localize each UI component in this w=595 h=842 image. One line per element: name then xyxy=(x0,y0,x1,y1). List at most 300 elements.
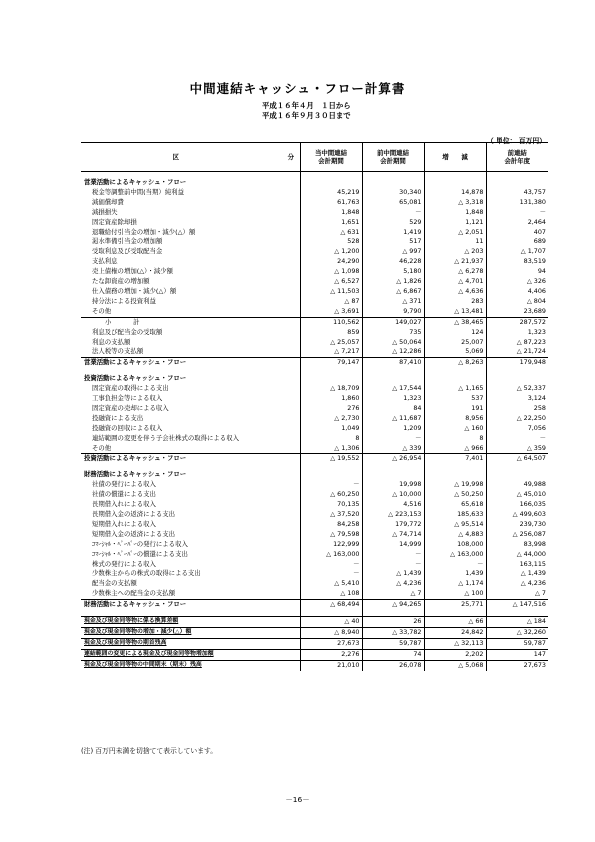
value-prior-year: △ 499,603 xyxy=(486,510,548,520)
table-row xyxy=(81,444,548,454)
row-label: 工事負担金等による収入 xyxy=(92,394,163,403)
row-label: 長期借入金の返済による支出 xyxy=(92,510,176,518)
value-current-interim: － xyxy=(300,480,362,490)
value-change: 25,771 xyxy=(424,600,486,610)
value-change: 8,956 xyxy=(424,414,486,424)
table-row xyxy=(81,297,548,307)
value-prior-year: △ 256,087 xyxy=(486,530,548,540)
value-prior-interim: △ 50,064 xyxy=(362,338,424,348)
value-change: △ 38,465 xyxy=(424,317,486,327)
table-row xyxy=(81,218,548,228)
header-current-interim xyxy=(300,143,362,172)
row-label: 渇水準備引当金の増加額 xyxy=(92,237,163,246)
section-header-row xyxy=(81,374,548,384)
value-change: △ 66 xyxy=(424,617,486,628)
row-label: その他 xyxy=(92,306,112,315)
value-change: 283 xyxy=(424,297,486,307)
row-label: 投資活動によるキャッシュ・フロー xyxy=(84,374,187,383)
value-prior-interim: 87,410 xyxy=(362,358,424,368)
value-change: △ 203 xyxy=(424,247,486,257)
section-header-row xyxy=(81,470,548,480)
value-current-interim: 84,258 xyxy=(300,520,362,530)
value-prior-interim: 5,180 xyxy=(362,267,424,277)
table-row xyxy=(81,627,548,638)
row-label: 減価償却費 xyxy=(92,197,124,206)
value-prior-interim: 46,228 xyxy=(362,257,424,267)
row-label: 財務活動によるキャッシュ・フロー xyxy=(84,470,187,479)
row-label: 固定資産の売却による収入 xyxy=(92,403,169,412)
table-row xyxy=(81,394,548,404)
value-prior-interim: 149,027 xyxy=(362,317,424,327)
value-prior-interim: 30,340 xyxy=(362,188,424,198)
value-prior-interim: － xyxy=(362,550,424,560)
value-current-interim: △ 108 xyxy=(300,589,362,599)
value-prior-year: 166,035 xyxy=(486,500,548,510)
header-kubun-bun xyxy=(81,143,300,172)
value-prior-interim: △ 12,286 xyxy=(362,347,424,357)
value-current-interim: △ 1,200 xyxy=(300,247,362,257)
value-change: △ 1,174 xyxy=(424,579,486,589)
value-prior-year: － xyxy=(486,434,548,444)
table-row xyxy=(81,550,548,560)
row-label: 少数株主への配当金の支払額 xyxy=(92,589,176,598)
value-current-interim xyxy=(300,178,362,188)
value-change: 1,848 xyxy=(424,208,486,218)
value-change xyxy=(424,374,486,384)
header-prior-interim-line1: 前中間連結 xyxy=(377,148,409,157)
value-prior-interim: △ 94,265 xyxy=(362,600,424,610)
value-prior-year: 3,124 xyxy=(486,394,548,404)
table-row xyxy=(81,328,548,338)
table-row xyxy=(81,500,548,510)
row-label: 株式の発行による収入 xyxy=(92,559,156,568)
value-prior-year: 131,380 xyxy=(486,198,548,208)
value-current-interim: △ 3,691 xyxy=(300,307,362,317)
value-prior-year: 23,689 xyxy=(486,307,548,317)
value-current-interim: 2,276 xyxy=(300,649,362,660)
value-change: △ 8,263 xyxy=(424,358,486,368)
value-change: △ 32,113 xyxy=(424,638,486,649)
value-prior-interim: 26,078 xyxy=(362,660,424,670)
row-label: 仕入債務の増加・減少(△）額 xyxy=(92,286,177,295)
value-prior-interim xyxy=(362,470,424,480)
value-prior-year: △ 45,010 xyxy=(486,490,548,500)
header-prior-interim xyxy=(362,143,424,172)
value-prior-year: 287,572 xyxy=(486,317,548,327)
value-current-interim: △ 2,730 xyxy=(300,414,362,424)
value-current-interim: △ 37,520 xyxy=(300,510,362,520)
value-prior-year: △ 1,707 xyxy=(486,247,548,257)
value-prior-year: 83,519 xyxy=(486,257,548,267)
row-label: たな卸資産の増加額 xyxy=(92,277,150,286)
value-change: 8 xyxy=(424,434,486,444)
value-current-interim: △ 6,527 xyxy=(300,277,362,287)
section-header-row xyxy=(81,178,548,188)
value-change: △ 13,481 xyxy=(424,307,486,317)
value-change: － xyxy=(424,560,486,570)
value-current-interim xyxy=(300,374,362,384)
value-change: △ 160 xyxy=(424,424,486,434)
table-row xyxy=(81,600,548,610)
value-prior-year: 59,787 xyxy=(486,638,548,649)
value-change: 14,878 xyxy=(424,188,486,198)
value-current-interim: △ 11,503 xyxy=(300,287,362,297)
value-current-interim: 1,848 xyxy=(300,208,362,218)
unit-label: （ 単位： 百万円） xyxy=(486,137,546,145)
table-row xyxy=(81,454,548,464)
row-label: 退職給付引当金の増加・減少(△）額 xyxy=(92,227,196,236)
value-prior-interim: △ 17,544 xyxy=(362,384,424,394)
value-prior-year: △ 87,223 xyxy=(486,338,548,348)
value-prior-interim: 19,998 xyxy=(362,480,424,490)
value-prior-interim: － xyxy=(362,208,424,218)
value-current-interim: 110,562 xyxy=(300,317,362,327)
value-current-interim: △ 68,494 xyxy=(300,600,362,610)
page-number: －16－ xyxy=(285,795,310,804)
value-prior-interim: 1,323 xyxy=(362,394,424,404)
document-title: 中間連結キャッシュ・フロー計算書 xyxy=(189,81,406,96)
value-prior-interim: － xyxy=(362,434,424,444)
value-change: 108,000 xyxy=(424,540,486,550)
row-label: 売上債権の増加(△）・減少額 xyxy=(92,267,173,276)
footnote: (注) 百万円未満を切捨てて表示しています。 xyxy=(81,747,218,755)
row-label: 受取利息及び受取配当金 xyxy=(92,247,163,256)
value-change: 124 xyxy=(424,328,486,338)
table-row xyxy=(81,660,548,670)
row-label: その他 xyxy=(92,443,112,452)
row-label: 投資活動によるキャッシュ・フロー xyxy=(81,454,300,464)
value-current-interim: △ 60,250 xyxy=(300,490,362,500)
value-change: △ 50,250 xyxy=(424,490,486,500)
table-row xyxy=(81,569,548,579)
row-label: 支払利息 xyxy=(92,257,118,266)
value-current-interim: 45,219 xyxy=(300,188,362,198)
value-current-interim: 79,147 xyxy=(300,358,362,368)
row-label: 利息及び配当金の受取額 xyxy=(92,327,163,336)
value-current-interim xyxy=(300,470,362,480)
value-prior-interim: △ 10,000 xyxy=(362,490,424,500)
table-header-row xyxy=(81,143,548,172)
value-change: 24,842 xyxy=(424,627,486,638)
row-label: 営業活動によるキャッシュ・フロー xyxy=(84,178,187,186)
table-row xyxy=(81,424,548,434)
value-prior-year: 258 xyxy=(486,404,548,414)
value-prior-interim: △ 26,954 xyxy=(362,454,424,464)
row-label: 長期借入れによる収入 xyxy=(92,500,156,509)
table-row xyxy=(81,247,548,257)
table-row xyxy=(81,287,548,297)
table-row xyxy=(81,257,548,267)
value-prior-year: 83,998 xyxy=(486,540,548,550)
value-current-interim: 24,290 xyxy=(300,257,362,267)
value-change: △ 19,998 xyxy=(424,480,486,490)
row-label: 固定資産の取得による支出 xyxy=(92,384,169,393)
value-current-interim: 61,763 xyxy=(300,198,362,208)
value-prior-year: △ 52,337 xyxy=(486,384,548,394)
period-start: 平成１６年４月 １日から xyxy=(262,101,351,110)
value-prior-year: △ 4,236 xyxy=(486,579,548,589)
value-current-interim: － xyxy=(300,569,362,579)
value-current-interim: － xyxy=(300,560,362,570)
table-row xyxy=(81,579,548,589)
value-change: △ 966 xyxy=(424,444,486,454)
value-prior-year: △ 184 xyxy=(486,617,548,628)
table-row xyxy=(81,358,548,368)
table-row xyxy=(81,480,548,490)
value-prior-year: △ 21,724 xyxy=(486,347,548,357)
table-row xyxy=(81,198,548,208)
period-range xyxy=(262,101,351,120)
value-current-interim: △ 87 xyxy=(300,297,362,307)
value-change: 7,401 xyxy=(424,454,486,464)
row-label: 利息の支払額 xyxy=(92,337,131,346)
value-prior-interim: 735 xyxy=(362,328,424,338)
value-change: △ 95,514 xyxy=(424,520,486,530)
value-current-interim: △ 631 xyxy=(300,228,362,238)
value-change: △ 1,165 xyxy=(424,384,486,394)
value-prior-interim: 4,516 xyxy=(362,500,424,510)
value-current-interim: 276 xyxy=(300,404,362,414)
value-change: △ 5,068 xyxy=(424,660,486,670)
table-row xyxy=(81,530,548,540)
value-change: △ 100 xyxy=(424,589,486,599)
value-current-interim: 70,135 xyxy=(300,500,362,510)
value-prior-year: △ 22,250 xyxy=(486,414,548,424)
value-change: 2,202 xyxy=(424,649,486,660)
header-change: 増 減 xyxy=(424,143,486,172)
value-prior-interim: △ 7 xyxy=(362,589,424,599)
value-prior-interim: △ 997 xyxy=(362,247,424,257)
value-prior-year: 239,730 xyxy=(486,520,548,530)
value-current-interim: 528 xyxy=(300,237,362,247)
value-change: 537 xyxy=(424,394,486,404)
value-change: 65,618 xyxy=(424,500,486,510)
value-prior-interim xyxy=(362,178,424,188)
header-prior-year xyxy=(486,143,548,172)
value-prior-year: 147 xyxy=(486,649,548,660)
value-current-interim: △ 5,410 xyxy=(300,579,362,589)
value-prior-year xyxy=(486,374,548,384)
value-prior-year: 1,323 xyxy=(486,328,548,338)
value-change xyxy=(424,178,486,188)
row-label: 法人税等の支払額 xyxy=(92,347,144,356)
value-current-interim: △ 79,598 xyxy=(300,530,362,540)
value-current-interim: △ 25,057 xyxy=(300,338,362,348)
value-prior-year: 27,673 xyxy=(486,660,548,670)
table-row xyxy=(81,589,548,599)
value-prior-year: 4,406 xyxy=(486,287,548,297)
table-row xyxy=(81,404,548,414)
value-change: △ 2,051 xyxy=(424,228,486,238)
table-row xyxy=(81,649,548,660)
row-label: 投融資の回収による収入 xyxy=(92,423,163,432)
table-row xyxy=(81,520,548,530)
value-change: △ 21,937 xyxy=(424,257,486,267)
value-prior-year: 689 xyxy=(486,237,548,247)
value-current-interim: 859 xyxy=(300,328,362,338)
value-prior-year xyxy=(486,178,548,188)
value-prior-year: 179,948 xyxy=(486,358,548,368)
row-label: 財務活動によるキャッシュ・フロー xyxy=(81,600,300,610)
value-change: 5,069 xyxy=(424,347,486,357)
value-change: △ 4,883 xyxy=(424,530,486,540)
table-row xyxy=(81,317,548,327)
value-current-interim: 27,673 xyxy=(300,638,362,649)
value-prior-year: △ 7 xyxy=(486,589,548,599)
table-row xyxy=(81,228,548,238)
value-prior-interim: △ 223,153 xyxy=(362,510,424,520)
value-prior-year: △ 32,260 xyxy=(486,627,548,638)
value-current-interim: △ 18,709 xyxy=(300,384,362,394)
row-label: 投融資による支出 xyxy=(92,413,144,422)
value-current-interim: 8 xyxy=(300,434,362,444)
row-label: 税金等調整前中間(当期）純利益 xyxy=(92,187,184,196)
row-label: ｺﾏｰｼｬﾙ・ﾍﾟｰﾊﾟｰの償還による支出 xyxy=(92,549,188,558)
table-row xyxy=(81,617,548,628)
value-current-interim: △ 40 xyxy=(300,617,362,628)
table-row xyxy=(81,267,548,277)
value-prior-year: △ 804 xyxy=(486,297,548,307)
table-row xyxy=(81,208,548,218)
table-row xyxy=(81,188,548,198)
value-change: 25,007 xyxy=(424,338,486,348)
value-current-interim: △ 1,098 xyxy=(300,267,362,277)
value-change: 185,633 xyxy=(424,510,486,520)
value-prior-interim: 1,209 xyxy=(362,424,424,434)
value-change: △ 4,701 xyxy=(424,277,486,287)
value-prior-interim: 84 xyxy=(362,404,424,414)
value-prior-interim: △ 74,714 xyxy=(362,530,424,540)
value-prior-interim: 1,419 xyxy=(362,228,424,238)
table-row xyxy=(81,414,548,424)
row-label: 減損損失 xyxy=(92,207,118,216)
value-prior-year: － xyxy=(486,208,548,218)
value-change: 1,439 xyxy=(424,569,486,579)
value-change: 191 xyxy=(424,404,486,414)
value-current-interim: 21,010 xyxy=(300,660,362,670)
value-prior-year: △ 147,516 xyxy=(486,600,548,610)
value-prior-interim: △ 371 xyxy=(362,297,424,307)
value-prior-year: 7,056 xyxy=(486,424,548,434)
value-current-interim: △ 19,552 xyxy=(300,454,362,464)
cash-flow-body xyxy=(81,172,548,671)
row-label: 現金及び現金同等物に係る換算差額 xyxy=(81,617,300,628)
value-change xyxy=(424,470,486,480)
value-prior-interim: △ 1,826 xyxy=(362,277,424,287)
table-row xyxy=(81,307,548,317)
row-label: 少数株主からの株式の取得による支出 xyxy=(92,569,201,578)
row-label: 社債の発行による収入 xyxy=(92,480,156,489)
value-prior-interim: － xyxy=(362,560,424,570)
value-change: △ 163,000 xyxy=(424,550,486,560)
table-row xyxy=(81,237,548,247)
value-change: 11 xyxy=(424,237,486,247)
table-row xyxy=(81,560,548,570)
value-prior-interim: △ 339 xyxy=(362,444,424,454)
value-prior-interim: 529 xyxy=(362,218,424,228)
value-current-interim: △ 8,940 xyxy=(300,627,362,638)
value-prior-year: △ 64,507 xyxy=(486,454,548,464)
header-prior-year-line2: 会計年度 xyxy=(504,157,531,165)
value-prior-interim: △ 11,687 xyxy=(362,414,424,424)
row-label: 短期借入れによる収入 xyxy=(92,519,156,528)
value-current-interim: △ 163,000 xyxy=(300,550,362,560)
value-prior-interim: △ 33,782 xyxy=(362,627,424,638)
table-row xyxy=(81,540,548,550)
value-prior-year: 49,988 xyxy=(486,480,548,490)
value-prior-year xyxy=(486,470,548,480)
value-prior-interim: 14,999 xyxy=(362,540,424,550)
value-prior-interim: △ 1,439 xyxy=(362,569,424,579)
row-label: ｺﾏｰｼｬﾙ・ﾍﾟｰﾊﾟｰの発行による収入 xyxy=(92,539,188,548)
row-label: 短期借入金の返済による支出 xyxy=(92,529,176,538)
value-prior-interim xyxy=(362,374,424,384)
row-label: 営業活動によるキャッシュ・フロー xyxy=(81,358,300,368)
table-row xyxy=(81,638,548,649)
value-current-interim: 122,999 xyxy=(300,540,362,550)
table-row xyxy=(81,490,548,500)
period-end: 平成１６年９月３０日まで xyxy=(262,110,351,120)
value-prior-year: 407 xyxy=(486,228,548,238)
table-row xyxy=(81,510,548,520)
row-label: 現金及び現金同等物の増加・減少(△）額 xyxy=(81,627,300,638)
row-label: 現金及び現金同等物の期首残高 xyxy=(81,638,300,649)
row-label: 固定資産除却損 xyxy=(92,217,137,226)
value-prior-year: 2,464 xyxy=(486,218,548,228)
header-prior-year-line1: 前連結 xyxy=(507,148,527,157)
value-change: 1,121 xyxy=(424,218,486,228)
table-row xyxy=(81,338,548,348)
value-current-interim: 1,860 xyxy=(300,394,362,404)
value-prior-year: 163,115 xyxy=(486,560,548,570)
value-prior-interim: 65,081 xyxy=(362,198,424,208)
value-prior-year: △ 1,439 xyxy=(486,569,548,579)
header-current-interim-line1: 当中間連結 xyxy=(315,148,347,157)
value-prior-interim: 74 xyxy=(362,649,424,660)
row-label: 持分法による投資利益 xyxy=(92,296,156,305)
value-prior-interim: △ 4,236 xyxy=(362,579,424,589)
value-prior-interim: 26 xyxy=(362,617,424,628)
value-change: △ 6,278 xyxy=(424,267,486,277)
row-label: 社債の償還による支出 xyxy=(92,490,156,499)
row-label: 小 計 xyxy=(81,317,300,327)
row-label: 配当金の支払額 xyxy=(92,579,137,588)
value-current-interim: 1,651 xyxy=(300,218,362,228)
value-prior-interim: 517 xyxy=(362,237,424,247)
value-change: △ 3,318 xyxy=(424,198,486,208)
cash-flow-table xyxy=(81,142,548,671)
value-prior-interim: 59,787 xyxy=(362,638,424,649)
value-change: △ 4,636 xyxy=(424,287,486,297)
table-row xyxy=(81,347,548,357)
value-prior-interim: 179,772 xyxy=(362,520,424,530)
value-prior-year: 43,757 xyxy=(486,188,548,198)
value-current-interim: 1,049 xyxy=(300,424,362,434)
value-prior-year: △ 359 xyxy=(486,444,548,454)
header-kubun: 区 xyxy=(172,152,179,161)
value-prior-year: △ 326 xyxy=(486,277,548,287)
table-row xyxy=(81,434,548,444)
value-prior-interim: 9,790 xyxy=(362,307,424,317)
table-row xyxy=(81,384,548,394)
value-prior-year: 94 xyxy=(486,267,548,277)
row-label: 連結範囲の変更を伴う子会社株式の取得による収入 xyxy=(92,433,239,442)
table-row xyxy=(81,277,548,287)
value-prior-year: △ 44,000 xyxy=(486,550,548,560)
header-current-interim-line2: 会計期間 xyxy=(318,157,344,165)
row-label: 連結範囲の変更による現金及び現金同等物増加額 xyxy=(81,649,300,660)
value-current-interim: △ 7,217 xyxy=(300,347,362,357)
